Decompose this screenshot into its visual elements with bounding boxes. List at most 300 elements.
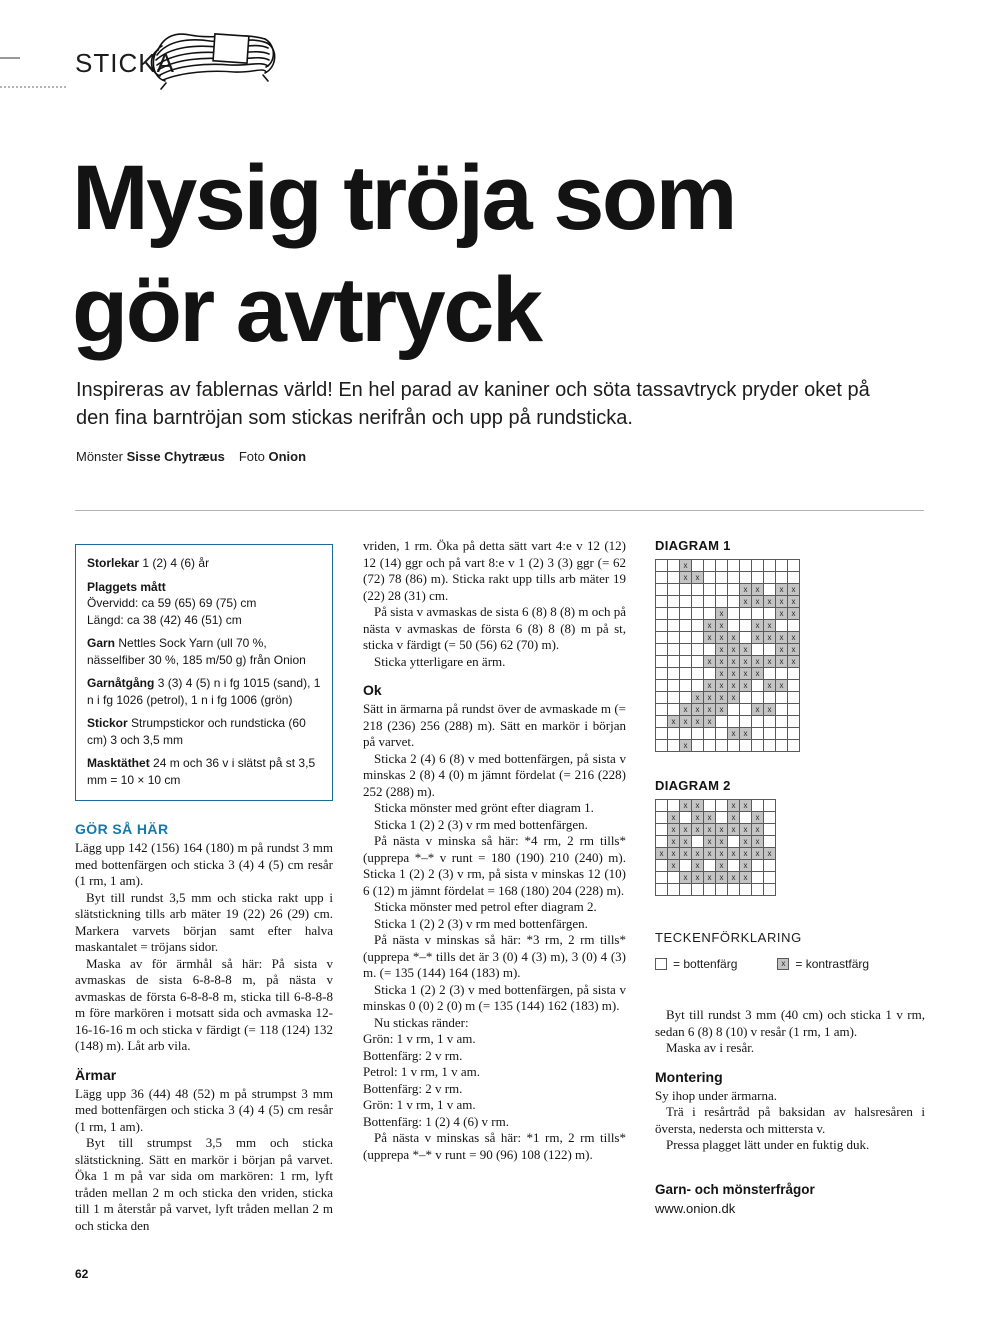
chart-cell	[752, 884, 764, 896]
subheading-montering: Montering	[655, 1068, 723, 1085]
chart-cell	[680, 656, 692, 668]
chart-cell	[728, 560, 740, 572]
chart-cell	[656, 608, 668, 620]
chart-cell	[668, 704, 680, 716]
chart-cell: x	[680, 800, 692, 812]
chart-cell	[668, 692, 680, 704]
chart-cell	[692, 740, 704, 752]
legend	[655, 957, 925, 971]
chart-cell: x	[728, 848, 740, 860]
chart-cell	[680, 860, 692, 872]
subheading-ok: Ok	[363, 682, 382, 698]
body-paragraph: Byt till rundst 3,5 mm och sticka rakt upp i slätstickning tills arb mäter 19 (22) 26 (29) cm. Markera varvets början samt efter halva maskantalet = tröjans sidor.	[75, 889, 333, 954]
stripe-list-item: Grön: 1 v rm, 1 v am.	[363, 1031, 476, 1046]
chart-cell: x	[704, 680, 716, 692]
chart-cell	[728, 716, 740, 728]
chart-cell	[692, 836, 704, 848]
chart-cell	[764, 824, 776, 836]
chart-cell: x	[776, 584, 788, 596]
chart-cell	[656, 716, 668, 728]
chart-cell	[776, 728, 788, 740]
chart-cell	[704, 560, 716, 572]
chart-cell: x	[728, 812, 740, 824]
chart-cell	[656, 872, 668, 884]
chart-cell: x	[680, 560, 692, 572]
chart-cell	[788, 716, 800, 728]
legend-label: = kontrastfärg	[795, 957, 870, 971]
column-left	[75, 538, 333, 1234]
chart-cell	[716, 584, 728, 596]
chart-cell	[704, 800, 716, 812]
chart-cell	[776, 560, 788, 572]
chart-cell: x	[776, 644, 788, 656]
chart-cell: x	[680, 824, 692, 836]
chart-cell: x	[656, 848, 668, 860]
chart-cell	[752, 728, 764, 740]
chart-cell	[776, 716, 788, 728]
info-row: Plaggets mått	[87, 579, 166, 594]
chart-cell	[656, 632, 668, 644]
chart-cell	[776, 704, 788, 716]
chart-cell	[764, 860, 776, 872]
chart-cell	[656, 692, 668, 704]
body-paragraph: Sticka 1 (2) 2 (3) v med bottenfärgen, på sista v minskas 0 (0) 2 (0) m (= 135 (144) 162 (183) m).	[363, 981, 626, 1013]
chart-cell: x	[680, 716, 692, 728]
chart-cell: x	[728, 632, 740, 644]
chart-cell: x	[716, 680, 728, 692]
chart-cell: x	[668, 848, 680, 860]
diagram-1-grid	[655, 559, 800, 752]
body-paragraph: Sätt in ärmarna på rundst över de avmaskade m (= 218 (236) 256 (288) m). Sätt en markör i början på varvet.	[363, 701, 626, 749]
chart-cell: x	[752, 620, 764, 632]
chart-cell	[704, 884, 716, 896]
chart-cell	[764, 872, 776, 884]
chart-cell: x	[692, 812, 704, 824]
chart-cell	[668, 740, 680, 752]
chart-cell	[764, 608, 776, 620]
chart-cell	[680, 584, 692, 596]
stripe-list-item: Bottenfärg: 2 v rm.	[363, 1080, 463, 1096]
chart-cell: x	[704, 812, 716, 824]
legend-label: = bottenfärg	[673, 957, 738, 971]
chart-cell	[740, 572, 752, 584]
chart-cell	[764, 560, 776, 572]
chart-cell: x	[692, 860, 704, 872]
chart-cell: x	[692, 716, 704, 728]
chart-cell	[752, 608, 764, 620]
chart-cell: x	[704, 836, 716, 848]
chart-cell	[692, 584, 704, 596]
chart-cell	[704, 644, 716, 656]
chart-cell: x	[728, 644, 740, 656]
chart-cell: x	[740, 596, 752, 608]
info-row: Storlekar 1 (2) 4 (6) år	[87, 556, 210, 570]
chart-cell	[728, 836, 740, 848]
chart-cell	[740, 716, 752, 728]
article-intro: Inspireras av fablernas värld! En hel parad av kaniner och söta tassavtryck pryder oket på den fina barntröjan som stickas nerifrån och upp på rundsticka.	[76, 379, 870, 429]
chart-cell: x	[740, 824, 752, 836]
chart-cell	[656, 812, 668, 824]
chart-cell	[764, 716, 776, 728]
stripe-list-item: Grön: 1 v rm, 1 v am.	[363, 1097, 476, 1112]
chart-cell	[656, 740, 668, 752]
chart-cell: x	[680, 836, 692, 848]
chart-cell	[656, 668, 668, 680]
chart-cell: x	[728, 680, 740, 692]
chart-cell	[680, 620, 692, 632]
chart-cell: x	[692, 704, 704, 716]
byline-photo-credit: Onion	[268, 449, 307, 464]
body-paragraph: Pressa plagget lätt under en fuktig duk.	[666, 1137, 870, 1152]
chart-cell: x	[716, 656, 728, 668]
chart-cell	[668, 632, 680, 644]
chart-cell	[752, 560, 764, 572]
chart-cell	[668, 884, 680, 896]
chart-cell	[716, 716, 728, 728]
chart-cell: x	[788, 632, 800, 644]
section-label: STICKA	[75, 48, 175, 78]
chart-cell	[764, 800, 776, 812]
contrast-color-swatch: x	[777, 958, 789, 970]
chart-cell	[656, 836, 668, 848]
body-paragraph: Trä i resårtråd på baksidan av halsresåren i översta, nedersta och mittersta v.	[655, 1104, 925, 1136]
chart-cell	[728, 596, 740, 608]
byline-photo-label: Foto	[238, 449, 265, 464]
legend-item-base	[655, 957, 737, 971]
legend-item-contrast	[777, 957, 869, 971]
chart-cell	[716, 572, 728, 584]
chart-cell	[728, 860, 740, 872]
chart-cell	[680, 632, 692, 644]
info-row: Övervidd: ca 59 (65) 69 (75) cm	[87, 596, 257, 610]
body-paragraph: Sticka mönster med grönt efter diagram 1.	[374, 800, 594, 815]
body-paragraph: Sticka 2 (4) 6 (8) v med bottenfärgen, på sista v minskas 2 (8) 4 (0) m jämnt fördelat (= 216 (228) 252 (288) m).	[363, 750, 626, 799]
chart-cell: x	[704, 692, 716, 704]
chart-cell: x	[716, 644, 728, 656]
chart-cell: x	[716, 836, 728, 848]
chart-cell	[764, 692, 776, 704]
chart-cell: x	[788, 584, 800, 596]
chart-cell	[764, 584, 776, 596]
chart-cell: x	[728, 692, 740, 704]
chart-cell: x	[704, 872, 716, 884]
chart-cell: x	[740, 668, 752, 680]
diagram-2-label: DIAGRAM 2	[655, 778, 731, 793]
chart-cell	[716, 728, 728, 740]
chart-cell	[752, 860, 764, 872]
byline	[76, 449, 306, 464]
chart-cell: x	[752, 668, 764, 680]
chart-cell: x	[764, 632, 776, 644]
chart-cell	[668, 584, 680, 596]
chart-cell: x	[704, 656, 716, 668]
chart-cell	[728, 608, 740, 620]
chart-cell: x	[668, 812, 680, 824]
chart-cell: x	[680, 704, 692, 716]
chart-cell	[788, 560, 800, 572]
chart-cell	[752, 872, 764, 884]
chart-cell	[764, 812, 776, 824]
chart-cell: x	[692, 872, 704, 884]
chart-cell	[692, 596, 704, 608]
chart-cell	[752, 716, 764, 728]
chart-cell	[716, 800, 728, 812]
chart-cell	[680, 668, 692, 680]
chart-cell	[788, 668, 800, 680]
chart-cell: x	[716, 872, 728, 884]
info-row: Garnåtgång 3 (3) 4 (5) n i fg 1015 (sand), 1 n i fg 1026 (petrol), 1 n i fg 1006 (grön)	[87, 676, 321, 707]
chart-cell	[656, 572, 668, 584]
chart-cell: x	[680, 848, 692, 860]
chart-cell: x	[740, 728, 752, 740]
chart-cell	[764, 572, 776, 584]
body-paragraph: Sticka mönster med petrol efter diagram 2.	[374, 899, 597, 914]
chart-cell: x	[716, 848, 728, 860]
chart-cell	[764, 668, 776, 680]
chart-cell	[740, 560, 752, 572]
chart-cell	[776, 620, 788, 632]
chart-cell	[728, 620, 740, 632]
article-title	[72, 142, 735, 366]
chart-cell: x	[704, 716, 716, 728]
info-row: Garn Nettles Sock Yarn (ull 70 %, nässelfiber 30 %, 185 m/50 g) från Onion	[87, 636, 306, 667]
chart-cell: x	[740, 584, 752, 596]
chart-cell	[788, 680, 800, 692]
chart-cell: x	[680, 572, 692, 584]
chart-cell	[668, 644, 680, 656]
yarn-skein-icon	[146, 22, 278, 92]
chart-cell: x	[740, 800, 752, 812]
chart-cell	[728, 584, 740, 596]
chart-cell: x	[704, 848, 716, 860]
chart-cell	[764, 740, 776, 752]
chart-cell	[680, 608, 692, 620]
chart-cell: x	[752, 824, 764, 836]
chart-cell	[704, 596, 716, 608]
chart-cell	[788, 620, 800, 632]
chart-cell: x	[668, 716, 680, 728]
chart-cell: x	[740, 836, 752, 848]
chart-cell: x	[764, 596, 776, 608]
chart-cell: x	[752, 584, 764, 596]
chart-cell: x	[680, 740, 692, 752]
chart-cell: x	[788, 644, 800, 656]
article-title-line2: gör avtryck	[72, 259, 541, 361]
chart-cell	[776, 740, 788, 752]
chart-cell	[764, 884, 776, 896]
chart-cell	[716, 740, 728, 752]
info-row: Stickor Strumpstickor och rundsticka (60 cm) 3 och 3,5 mm	[87, 716, 306, 747]
chart-cell	[656, 800, 668, 812]
chart-cell: x	[728, 824, 740, 836]
chart-cell: x	[788, 656, 800, 668]
body-paragraph: På nästa v minska så här: *4 rm, 2 rm tills* (upprepa *–* v runt = 180 (190) 210 (240) m). Sticka 1 (2) 2 (3) v rm, på sista v minskas 12 (10) 6 (12) m jämnt fördelat = 168 (180) 204 (228) m).	[363, 833, 626, 898]
chart-cell	[776, 572, 788, 584]
chart-cell	[668, 668, 680, 680]
chart-cell: x	[752, 656, 764, 668]
body-paragraph: På nästa v minskas så här: *1 rm, 2 rm tills* (upprepa *–* v runt = 90 (96) 108 (122) m).	[363, 1130, 626, 1162]
chart-cell	[680, 692, 692, 704]
chart-cell: x	[668, 836, 680, 848]
chart-cell: x	[728, 872, 740, 884]
article-title-line1: Mysig tröja som	[72, 147, 735, 249]
chart-cell	[692, 608, 704, 620]
chart-cell: x	[716, 824, 728, 836]
body-paragraph: Maska av för ärmhål så här: På sista v avmaskas de sista 6-8-8-8 m, på nästa v avmaskas de första 6-8-8-8 m, sticka till 6-8-8-8 m före markören i motsatt sida och avmaska 12-16-16-16 m och sticka v färdigt (= 118 (124) 132 (148) m). Låt arb vila.	[75, 955, 333, 1053]
divider-rule	[75, 510, 924, 511]
chart-cell	[680, 644, 692, 656]
body-paragraph: Sticka 1 (2) 2 (3) v rm med bottenfärgen.	[374, 816, 588, 832]
chart-cell: x	[692, 824, 704, 836]
chart-cell: x	[776, 596, 788, 608]
chart-cell	[728, 704, 740, 716]
chart-cell	[668, 872, 680, 884]
diagram-1-label: DIAGRAM 1	[655, 538, 731, 553]
subheading-armar: Ärmar	[75, 1066, 117, 1083]
chart-cell	[656, 560, 668, 572]
stitch-line-decoration	[0, 86, 66, 88]
chart-cell	[692, 620, 704, 632]
legend-title: TECKENFÖRKLARING	[655, 930, 802, 945]
chart-cell	[704, 740, 716, 752]
chart-cell: x	[668, 824, 680, 836]
chart-cell	[656, 728, 668, 740]
chart-cell: x	[716, 608, 728, 620]
chart-cell: x	[776, 680, 788, 692]
chart-cell	[740, 632, 752, 644]
body-paragraph: Byt till strumpst 3,5 mm och sticka slätstickning. Sätt en markör i början på varvet. Öka 1 m på var sida om markören: 1 rm, lyft tråden mellan 2 m och sticka den vriden, sticka till 1 m återstår på varvet, lyft tråden mellan 2 m och sticka den	[75, 1135, 333, 1233]
chart-cell	[668, 596, 680, 608]
chart-cell: x	[668, 860, 680, 872]
chart-cell: x	[716, 632, 728, 644]
chart-cell	[656, 704, 668, 716]
chart-cell	[680, 596, 692, 608]
chart-cell	[668, 680, 680, 692]
column-middle	[363, 538, 626, 1163]
chart-cell	[680, 728, 692, 740]
chart-cell	[752, 572, 764, 584]
chart-cell	[656, 860, 668, 872]
chart-cell	[764, 728, 776, 740]
chart-cell	[740, 812, 752, 824]
chart-cell	[740, 704, 752, 716]
contact-heading: Garn- och mönsterfrågor	[655, 1181, 815, 1197]
byline-author: Sisse Chytræus	[126, 449, 225, 464]
chart-cell: x	[692, 848, 704, 860]
chart-cell: x	[692, 692, 704, 704]
pattern-info-box	[75, 544, 333, 801]
chart-cell: x	[728, 668, 740, 680]
body-paragraph: Sticka 1 (2) 2 (3) v rm med bottenfärgen.	[374, 915, 588, 931]
chart-cell	[656, 584, 668, 596]
chart-cell	[716, 596, 728, 608]
chart-cell	[740, 608, 752, 620]
body-paragraph: Lägg upp 142 (156) 164 (180) m på rundst 3 mm med bottenfärgen och sticka 3 (4) 4 (5) cm resår (1 rm, 1 am).	[75, 840, 333, 888]
chart-cell	[656, 656, 668, 668]
chart-cell	[656, 824, 668, 836]
chart-cell	[752, 644, 764, 656]
chart-cell	[776, 692, 788, 704]
chart-cell	[764, 644, 776, 656]
chart-cell: x	[752, 836, 764, 848]
chart-cell	[788, 740, 800, 752]
body-paragraph: På sista v avmaskas de sista 6 (8) 8 (8) m och på nästa v avmaskas de första 6 (8) 8 (8) m på st, sticka v färdigt (= 50 (56) 62 (70) m).	[363, 604, 627, 652]
chart-cell: x	[776, 632, 788, 644]
chart-cell	[692, 560, 704, 572]
chart-cell: x	[764, 848, 776, 860]
info-row: Längd: ca 38 (42) 46 (51) cm	[87, 612, 242, 627]
chart-cell	[704, 584, 716, 596]
chart-cell: x	[740, 872, 752, 884]
chart-cell: x	[680, 872, 692, 884]
chart-cell: x	[740, 680, 752, 692]
column-right	[655, 538, 925, 1216]
chart-cell	[656, 680, 668, 692]
body-paragraph: Lägg upp 36 (44) 48 (52) m på strumpst 3 mm med bottenfärgen och sticka 3 (4) 4 (5) cm resår (1 rm, 1 am).	[75, 1085, 333, 1134]
chart-cell	[752, 692, 764, 704]
stripe-list-item: Petrol: 1 v rm, 1 v am.	[363, 1064, 480, 1079]
chart-cell	[692, 632, 704, 644]
chart-cell	[788, 692, 800, 704]
chart-cell	[740, 740, 752, 752]
body-paragraph: Maska av i resår.	[666, 1040, 755, 1055]
chart-cell	[704, 668, 716, 680]
chart-cell	[668, 608, 680, 620]
chart-cell	[692, 728, 704, 740]
chart-cell: x	[764, 680, 776, 692]
body-paragraph: Nu stickas ränder:	[374, 1014, 469, 1030]
chart-cell	[668, 656, 680, 668]
chart-cell	[704, 728, 716, 740]
chart-cell: x	[716, 704, 728, 716]
chart-cell	[740, 620, 752, 632]
chart-cell	[728, 884, 740, 896]
chart-cell: x	[740, 656, 752, 668]
chart-cell	[680, 884, 692, 896]
chart-cell: x	[752, 812, 764, 824]
chart-cell	[728, 740, 740, 752]
chart-cell: x	[776, 656, 788, 668]
chart-cell: x	[788, 596, 800, 608]
chart-cell	[764, 836, 776, 848]
chart-cell: x	[716, 860, 728, 872]
chart-cell	[692, 656, 704, 668]
chart-cell	[752, 800, 764, 812]
body-paragraph: Sy ihop under ärmarna.	[655, 1087, 778, 1103]
chart-cell	[656, 596, 668, 608]
info-row: Masktäthet 24 m och 36 v i slätst på st 3,5 mm = 10 × 10 cm	[87, 756, 316, 787]
base-color-swatch	[655, 958, 667, 970]
chart-cell: x	[740, 644, 752, 656]
chart-cell	[788, 704, 800, 716]
body-paragraph: vriden, 1 rm. Öka på detta sätt vart 4:e v 12 (12) 12 (14) ggr och på vart 8:e v 1 (2) 3 (3) ggr (= 62 (72) 78 (86) m). Sticka rakt upp tills arb mäter 19 (22) 28 (31) cm.	[363, 538, 626, 603]
chart-cell: x	[764, 656, 776, 668]
chart-cell: x	[776, 608, 788, 620]
chart-cell	[680, 680, 692, 692]
margin-tick-decoration	[0, 57, 20, 59]
chart-cell	[692, 884, 704, 896]
body-paragraph: Byt till rundst 3 mm (40 cm) och sticka 1 v rm, sedan 6 (8) 8 (10) v resår (1 rm, 1 am).	[655, 1007, 925, 1039]
chart-cell	[740, 692, 752, 704]
chart-cell: x	[716, 692, 728, 704]
body-paragraph: Sticka ytterligare en ärm.	[374, 653, 506, 669]
chart-cell	[704, 572, 716, 584]
chart-cell: x	[764, 620, 776, 632]
chart-cell: x	[704, 620, 716, 632]
chart-cell	[668, 728, 680, 740]
chart-cell	[704, 860, 716, 872]
chart-cell: x	[752, 704, 764, 716]
